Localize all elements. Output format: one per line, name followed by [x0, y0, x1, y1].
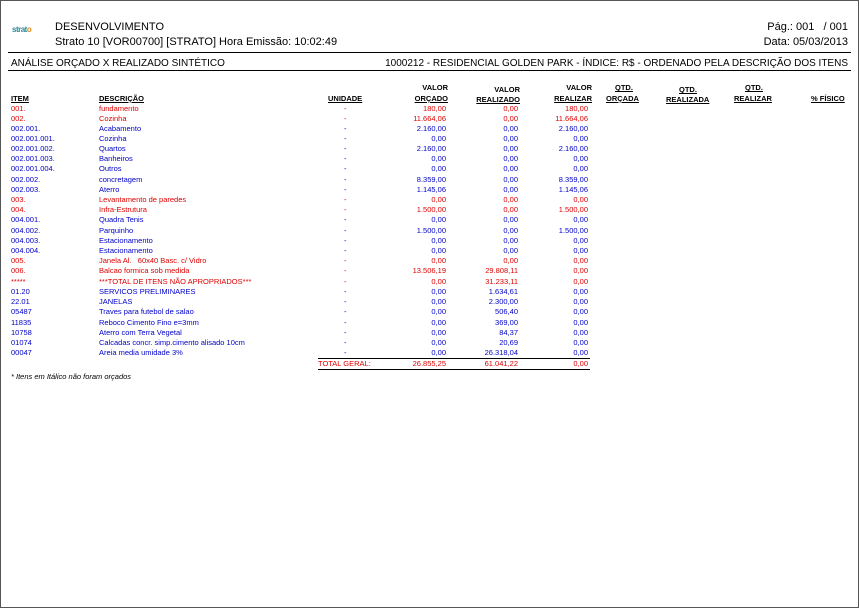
col-qtd-realizada: REALIZADA — [666, 95, 710, 104]
row-unit: - — [344, 114, 347, 123]
row-item: 002.001. — [11, 124, 41, 133]
table-row — [0, 104, 859, 114]
row-valor-orcado: 0,00 — [431, 195, 446, 204]
row-description: Janela Al. 60x40 Basc. c/ Vidro — [99, 256, 207, 265]
row-description: Outros — [99, 164, 122, 173]
col-valor-realizar: REALIZAR — [554, 94, 592, 103]
total-valor-realizar: 0,00 — [573, 359, 588, 368]
row-item: 01.20 — [11, 287, 30, 296]
row-valor-realizado: 0,00 — [503, 195, 518, 204]
row-valor-realizado: 0,00 — [503, 144, 518, 153]
row-unit: - — [344, 195, 347, 204]
row-valor-realizado: 2.300,00 — [488, 297, 518, 306]
header-divider — [8, 52, 851, 53]
row-valor-orcado: 0,00 — [431, 328, 446, 337]
row-valor-realizar: 2.160,00 — [558, 124, 588, 133]
row-valor-realizado: 0,00 — [503, 236, 518, 245]
row-valor-realizar: 0,00 — [573, 256, 588, 265]
row-description: Estacionamento — [99, 246, 153, 255]
row-valor-orcado: 0,00 — [431, 297, 446, 306]
row-item: 004.002. — [11, 226, 41, 235]
row-valor-realizado: 0,00 — [503, 185, 518, 194]
row-valor-realizado: 20,69 — [499, 338, 518, 347]
logo-accent-text: o — [26, 25, 32, 34]
table-row — [0, 338, 859, 348]
row-unit: - — [344, 287, 347, 296]
row-valor-realizar: 0,00 — [573, 307, 588, 316]
row-description: Calcadas concr. simp.cimento alisado 10cm — [99, 338, 245, 347]
table-row — [0, 154, 859, 164]
row-description: Levantamento de paredes — [99, 195, 187, 204]
row-valor-realizado: 506,40 — [495, 307, 518, 316]
row-item: 002.001.001. — [11, 134, 55, 143]
table-row — [0, 144, 859, 154]
row-unit: - — [344, 236, 347, 245]
row-item: 004.001. — [11, 215, 41, 224]
row-valor-orcado: 0,00 — [431, 256, 446, 265]
row-valor-realizado: 369,00 — [495, 318, 518, 327]
row-valor-realizado: 0,00 — [503, 246, 518, 255]
table-row — [0, 195, 859, 205]
row-unit: - — [344, 307, 347, 316]
row-description: Infra-Estrutura — [99, 205, 147, 214]
col-valor-orcado: ORÇADO — [414, 94, 448, 103]
row-valor-realizar: 0,00 — [573, 215, 588, 224]
row-valor-realizado: 0,00 — [503, 154, 518, 163]
row-valor-orcado: 0,00 — [431, 164, 446, 173]
row-valor-realizado: 0,00 — [503, 175, 518, 184]
row-description: JANELAS — [99, 297, 133, 306]
row-valor-realizar: 0,00 — [573, 266, 588, 275]
col-valor-realizado: REALIZADO — [476, 95, 520, 104]
row-unit: - — [344, 104, 347, 113]
row-item: 002.001.004. — [11, 164, 55, 173]
row-unit: - — [344, 175, 347, 184]
row-item: 05487 — [11, 307, 32, 316]
row-valor-orcado: 0,00 — [431, 348, 446, 357]
total-bottom-divider — [318, 369, 590, 370]
row-valor-realizado: 0,00 — [503, 164, 518, 173]
row-item: 001. — [11, 104, 26, 113]
row-description: fundamento — [99, 104, 139, 113]
row-unit: - — [344, 215, 347, 224]
row-valor-orcado: 0,00 — [431, 307, 446, 316]
row-valor-orcado: 0,00 — [431, 236, 446, 245]
row-valor-realizar: 0,00 — [573, 338, 588, 347]
row-valor-orcado: 1.500,00 — [416, 205, 446, 214]
col-fisico: % FÍSICO — [811, 94, 845, 103]
row-unit: - — [344, 134, 347, 143]
row-item: 004.004. — [11, 246, 41, 255]
footnote: * Itens em Itálico não foram orçados — [11, 372, 132, 381]
row-valor-realizar: 0,00 — [573, 348, 588, 357]
row-valor-orcado: 0,00 — [431, 215, 446, 224]
row-unit: - — [344, 164, 347, 173]
row-unit: - — [344, 124, 347, 133]
row-item: 002.001.002. — [11, 144, 55, 153]
row-unit: - — [344, 277, 347, 286]
row-description: SERVICOS PRELIMINARES — [99, 287, 196, 296]
row-valor-realizar: 0,00 — [573, 287, 588, 296]
row-unit: - — [344, 348, 347, 357]
row-valor-realizado: 0,00 — [503, 104, 518, 113]
row-description: Reboco Cimento Fino e=3mm — [99, 318, 199, 327]
table-row — [0, 277, 859, 287]
row-unit: - — [344, 246, 347, 255]
row-valor-realizado: 0,00 — [503, 215, 518, 224]
row-valor-orcado: 2.160,00 — [416, 124, 446, 133]
table-row — [0, 236, 859, 246]
table-row — [0, 266, 859, 276]
total-label: TOTAL GERAL: — [318, 359, 371, 368]
row-valor-orcado: 0,00 — [431, 154, 446, 163]
row-description: Balcao formica sob medida — [99, 266, 190, 275]
row-valor-realizar: 0,00 — [573, 154, 588, 163]
table-row — [0, 205, 859, 215]
row-valor-orcado: 1.500,00 — [416, 226, 446, 235]
row-valor-realizar: 2.160,00 — [558, 144, 588, 153]
row-valor-realizar: 0,00 — [573, 297, 588, 306]
row-valor-orcado: 8.359,00 — [416, 175, 446, 184]
col-qtd-realizar-top: QTD. — [745, 83, 763, 92]
row-item: 00047 — [11, 348, 32, 357]
row-valor-orcado: 13.506,19 — [412, 266, 446, 275]
table-row — [0, 134, 859, 144]
row-unit: - — [344, 226, 347, 235]
row-valor-orcado: 1.145,06 — [416, 185, 446, 194]
row-valor-orcado: 0,00 — [431, 246, 446, 255]
row-description: Quartos — [99, 144, 126, 153]
row-unit: - — [344, 266, 347, 275]
table-row — [0, 226, 859, 236]
row-item: 22.01 — [11, 297, 30, 306]
col-qtd-realizada-top: QTD. — [679, 85, 697, 94]
row-valor-realizado: 0,00 — [503, 205, 518, 214]
row-item: 004.003. — [11, 236, 41, 245]
title-divider — [8, 70, 851, 71]
table-row — [0, 175, 859, 185]
row-unit: - — [344, 205, 347, 214]
table-row — [0, 297, 859, 307]
row-valor-realizado: 31.233,11 — [485, 277, 518, 286]
row-item: 006. — [11, 266, 26, 275]
row-valor-realizado: 1.634,61 — [488, 287, 518, 296]
row-description: Banheiros — [99, 154, 133, 163]
emission-date: Data: 05/03/2013 — [763, 36, 848, 48]
row-unit: - — [344, 154, 347, 163]
row-description: Areia media umidade 3% — [99, 348, 183, 357]
row-valor-realizar: 1.500,00 — [558, 226, 588, 235]
total-valor-realizado: 61.041,22 — [484, 359, 518, 368]
row-valor-realizar: 8.359,00 — [558, 175, 588, 184]
row-valor-realizar: 180,00 — [565, 104, 588, 113]
row-description: Traves para futebol de salao — [99, 307, 194, 316]
row-unit: - — [344, 318, 347, 327]
col-valor-realizado-top: VALOR — [494, 85, 520, 94]
row-item: 11835 — [11, 318, 32, 327]
row-description: concretagem — [99, 175, 143, 184]
row-valor-realizar: 0,00 — [573, 134, 588, 143]
table-row — [0, 307, 859, 317]
col-qtd-realizar: REALIZAR — [734, 94, 772, 103]
total-valor-orcado: 26.855,25 — [412, 359, 446, 368]
row-valor-realizado: 26.318,04 — [484, 348, 518, 357]
row-description: Cozinha — [99, 114, 127, 123]
row-description: Cozinha — [99, 134, 127, 143]
row-valor-realizar: 0,00 — [573, 236, 588, 245]
row-valor-orcado: 2.160,00 — [416, 144, 446, 153]
row-valor-realizado: 0,00 — [503, 256, 518, 265]
row-item: 002.001.003. — [11, 154, 55, 163]
strato-logo — [12, 25, 31, 34]
report-header-title: DESENVOLVIMENTO — [55, 21, 165, 33]
row-valor-realizar: 11.664,06 — [555, 114, 588, 123]
row-valor-realizado: 0,00 — [503, 124, 518, 133]
row-valor-orcado: 0,00 — [431, 318, 446, 327]
row-description: Parquinho — [99, 226, 134, 235]
row-valor-realizado: 0,00 — [503, 114, 518, 123]
row-valor-realizado: 0,00 — [503, 134, 518, 143]
row-description: Estacionamento — [99, 236, 153, 245]
page-number: Pág.: 001 / 001 — [767, 21, 848, 33]
col-descricao: DESCRIÇÃO — [99, 94, 145, 103]
row-item: 002. — [11, 114, 26, 123]
table-row — [0, 246, 859, 256]
report-header-subtitle: Strato 10 [VOR00700] [STRATO] Hora Emissão: 10:02:49 — [55, 36, 338, 48]
report-title: ANÁLISE ORÇADO X REALIZADO SINTÉTICO — [11, 58, 225, 69]
col-valor-orcado-top: VALOR — [422, 83, 448, 92]
row-description: Aterro com Terra Vegetal — [99, 328, 182, 337]
row-valor-realizar: 0,00 — [573, 277, 588, 286]
row-valor-realizado: 84,37 — [499, 328, 518, 337]
table-row — [0, 256, 859, 266]
row-item: ***** — [11, 277, 26, 286]
row-unit: - — [344, 185, 347, 194]
table-row — [0, 124, 859, 134]
report-info: 1000212 - RESIDENCIAL GOLDEN PARK - ÍNDICE: R$ - ORDENADO PELA DESCRIÇÃO DOS ITENS — [385, 58, 848, 69]
table-row — [0, 318, 859, 328]
row-description: ***TOTAL DE ITENS NÃO APROPRIADOS*** — [99, 277, 252, 286]
logo-main-text: strat — [12, 25, 27, 34]
row-unit: - — [344, 328, 347, 337]
row-description: Aterro — [99, 185, 120, 194]
row-item: 002.003. — [11, 185, 41, 194]
table-row — [0, 185, 859, 195]
row-item: 002.002. — [11, 175, 41, 184]
table-row — [0, 348, 859, 358]
row-valor-realizado: 0,00 — [503, 226, 518, 235]
row-valor-realizar: 1.145,06 — [558, 185, 588, 194]
row-item: 003. — [11, 195, 26, 204]
row-valor-realizar: 0,00 — [573, 164, 588, 173]
row-unit: - — [344, 338, 347, 347]
row-valor-orcado: 0,00 — [431, 338, 446, 347]
row-unit: - — [344, 297, 347, 306]
row-valor-realizar: 1.500,00 — [558, 205, 588, 214]
row-valor-orcado: 0,00 — [431, 277, 446, 286]
row-item: 10758 — [11, 328, 32, 337]
col-item: ITEM — [11, 94, 29, 103]
row-item: 01074 — [11, 338, 32, 347]
table-row — [0, 215, 859, 225]
col-qtd-orcada-top: QTD. — [615, 83, 633, 92]
table-row — [0, 164, 859, 174]
row-item: 005. — [11, 256, 26, 265]
row-valor-realizar: 0,00 — [573, 328, 588, 337]
col-unidade: UNIDADE — [328, 94, 363, 103]
row-description: Acabamento — [99, 124, 142, 133]
row-valor-orcado: 0,00 — [431, 287, 446, 296]
table-row — [0, 114, 859, 124]
table-row — [0, 328, 859, 338]
row-valor-realizado: 29.808,11 — [485, 266, 518, 275]
row-unit: - — [344, 256, 347, 265]
col-qtd-orcada: ORÇADA — [606, 94, 639, 103]
row-valor-realizar: 0,00 — [573, 246, 588, 255]
table-row — [0, 287, 859, 297]
row-valor-realizar: 0,00 — [573, 195, 588, 204]
row-valor-realizar: 0,00 — [573, 318, 588, 327]
row-valor-orcado: 11.664,06 — [413, 114, 446, 123]
row-valor-orcado: 180,00 — [423, 104, 446, 113]
row-description: Quadra Tenis — [99, 215, 144, 224]
row-valor-orcado: 0,00 — [431, 134, 446, 143]
col-valor-realizar-top: VALOR — [566, 83, 592, 92]
row-item: 004. — [11, 205, 26, 214]
row-unit: - — [344, 144, 347, 153]
